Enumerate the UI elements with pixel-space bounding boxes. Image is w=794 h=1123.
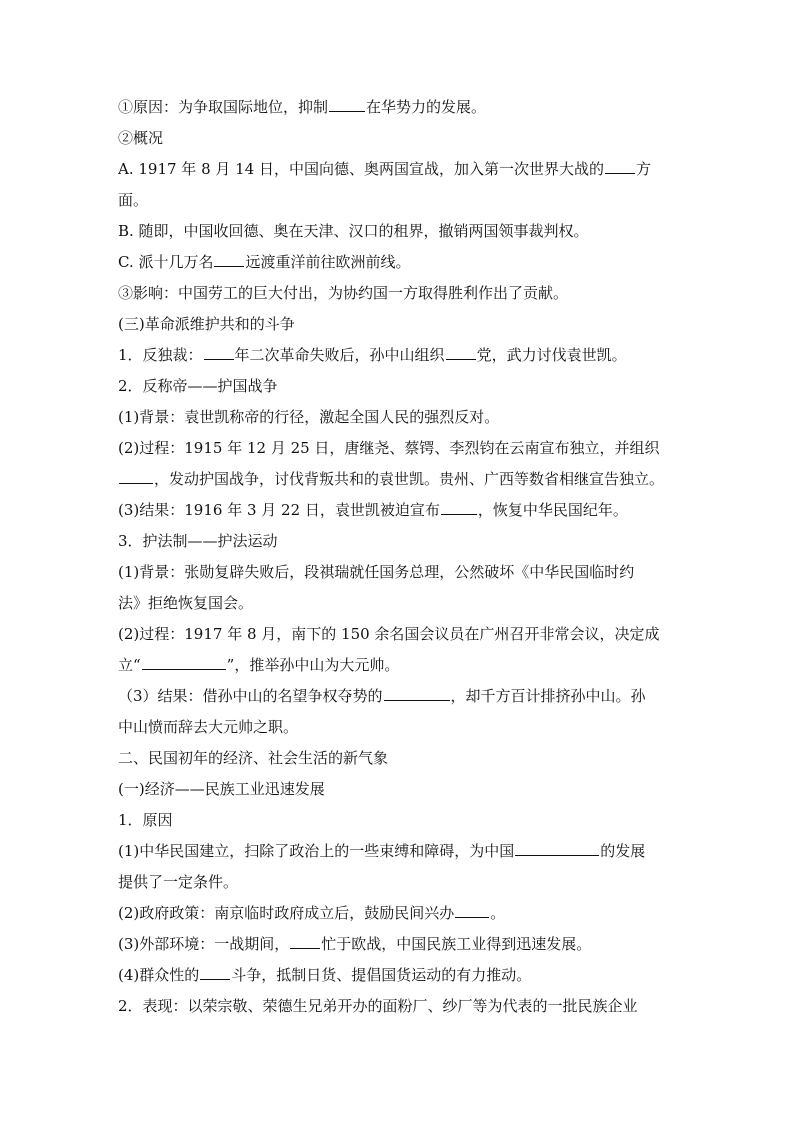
text-line-17: 法》拒绝恢复国会。 <box>118 594 254 612</box>
text-line-5: B. 随即，中国收回德、奥在天津、汉口的租界，撤销两国领事裁判权。 <box>118 222 589 240</box>
fill-blank[interactable] <box>455 903 489 918</box>
subheading: 2．反称帝——护国战争 <box>118 377 278 395</box>
fill-blank[interactable] <box>329 97 365 112</box>
text-line-7: ③影响：中国劳工的巨大付出，为协约国一方取得胜利作出了贡献。 <box>118 284 569 302</box>
fill-blank[interactable] <box>446 345 476 360</box>
text-line-26: 提供了一定条件。 <box>118 873 239 891</box>
text-line-11: (1)背景：袁世凯称帝的行径，激起全国人民的强烈反对。 <box>118 408 500 426</box>
fill-blank[interactable] <box>605 159 635 174</box>
text-line-3: A. 1917 年 8 月 14 日，中国向德、奥两国宣战，加入第一次世界大战的 方 <box>118 160 652 178</box>
text-line-6: C. 派十几万名 远渡重洋前往欧洲前线。 <box>118 253 411 271</box>
text-line-4: 面。 <box>118 191 149 209</box>
fill-blank[interactable] <box>515 841 599 856</box>
fill-blank[interactable] <box>384 686 450 701</box>
fill-blank[interactable] <box>441 500 477 515</box>
subheading: 3．护法制——护法运动 <box>118 532 278 550</box>
subheading: 1．原因 <box>118 811 173 829</box>
text-line-30: 2．表现：以荣宗敬、荣德生兄弟开办的面粉厂、纱厂等为代表的一批民族企业 <box>118 997 638 1015</box>
text-line-28: (3)外部环境：一战期间， 忙于欧战，中国民族工业得到迅速发展。 <box>118 935 592 953</box>
fill-blank[interactable] <box>119 469 153 484</box>
text-line-29: (4)群众性的 斗争，抵制日货、提倡国货运动的有力推动。 <box>118 966 532 984</box>
fill-blank[interactable] <box>290 934 320 949</box>
fill-blank[interactable] <box>204 345 234 360</box>
document-body <box>118 92 678 1022</box>
text-line-16: (1)背景：张勋复辟失败后，段祺瑞就任国务总理，公然破坏《中华民国临时约 <box>118 563 635 581</box>
text-line-18: (2)过程：1917 年 8 月，南下的 150 余名国会议员在广州召开非常会议，决定成 <box>118 625 660 643</box>
text-line-25: (1)中华民国建立，扫除了政治上的一些束缚和障碍，为中国 的发展 <box>118 842 646 860</box>
text-line-20: （3）结果：借孙中山的名望争权夺势的 ，却千方百计排挤孙中山。孙 <box>118 687 646 705</box>
section-heading: (三)革命派维护共和的斗争 <box>118 315 295 333</box>
text-line-13: ，发动护国战争，讨伐背叛共和的袁世凯。贵州、广西等数省相继宣告独立。 <box>118 464 678 495</box>
text-line-14: (3)结果：1916 年 3 月 22 日，袁世凯被迫宣布 ，恢复中华民国纪年。 <box>118 501 628 519</box>
section-heading: 二、民国初年的经济、社会生活的新气象 <box>118 749 389 767</box>
text-line-21: 中山愤而辞去大元帅之职。 <box>118 718 299 736</box>
text-line-27: (2)政府政策：南京临时政府成立后，鼓励民间兴办 。 <box>118 904 506 922</box>
text-line-12: (2)过程：1915 年 12 月 25 日，唐继尧、蔡锷、李烈钧在云南宣布独立，并组织 <box>118 439 660 457</box>
text-line-2: ②概况 <box>118 129 164 147</box>
fill-blank[interactable] <box>200 965 230 980</box>
subheading: (一)经济——民族工业迅速发展 <box>118 780 325 798</box>
fill-blank[interactable] <box>142 655 226 670</box>
fill-blank[interactable] <box>214 252 244 267</box>
text-line-19: 立“ ”，推举孙中山为大元帅。 <box>118 656 400 674</box>
text-line-9: 1．反独裁： 年二次革命失败后，孙中山组织 党，武力讨伐袁世凯。 <box>118 346 627 364</box>
text-line-1: ①原因：为争取国际地位，抑制 在华势力的发展。 <box>118 98 487 116</box>
